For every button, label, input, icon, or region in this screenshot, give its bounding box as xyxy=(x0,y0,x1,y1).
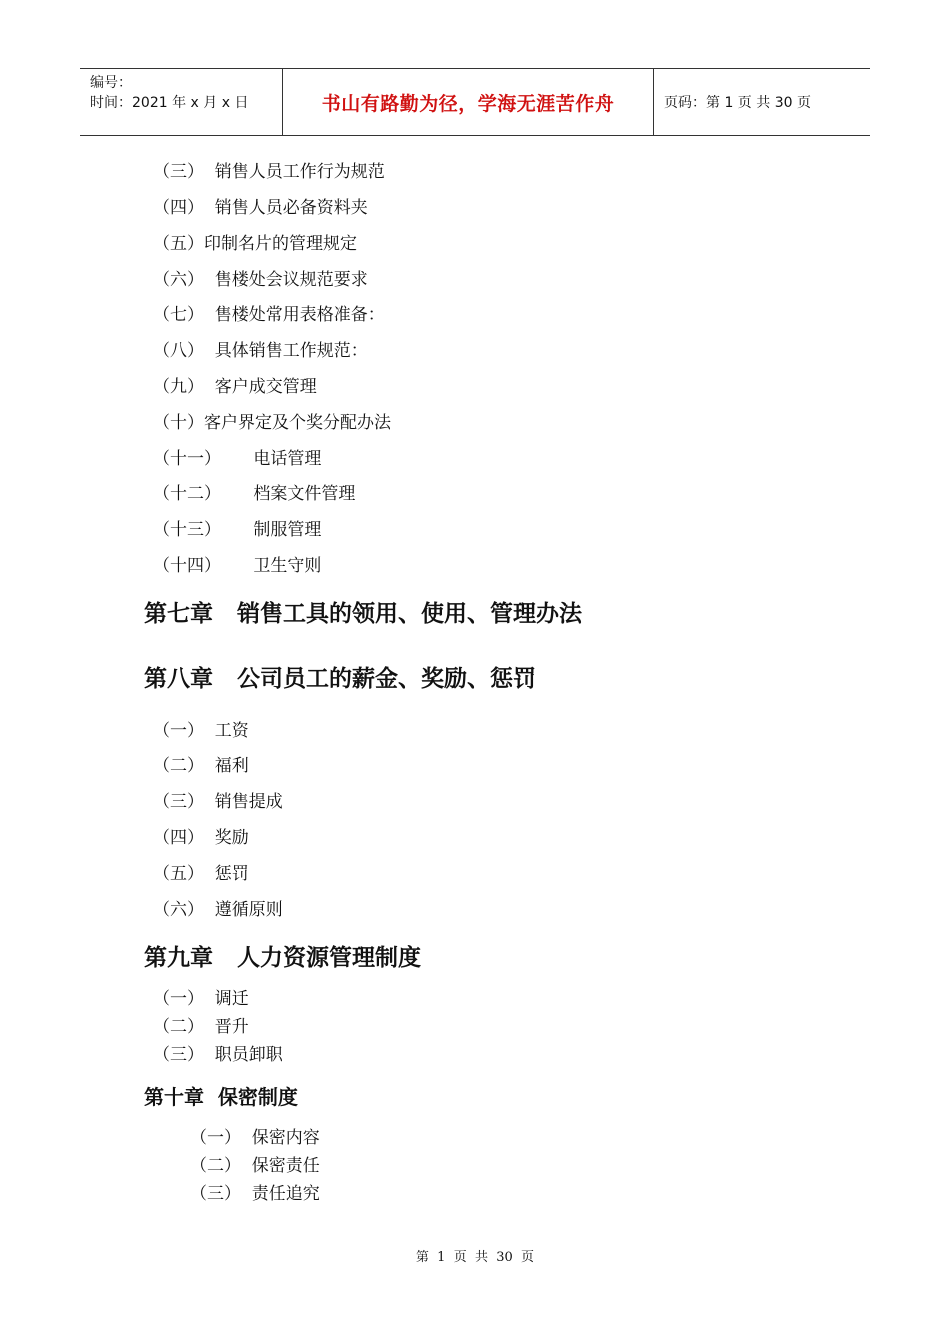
toc-item: （三） 销售提成 xyxy=(153,792,283,812)
toc-item: （十）客户界定及个奖分配办法 xyxy=(153,413,391,433)
document-time-label: 时间：2021 年 x 月 x 日 xyxy=(90,95,249,111)
toc-item: （五）印制名片的管理规定 xyxy=(153,234,357,254)
page-footer: 第 1 页 共 30 页 xyxy=(415,1250,535,1265)
toc-item: （十二） 档案文件管理 xyxy=(153,484,356,504)
toc-item: （七） 售楼处常用表格准备： xyxy=(153,305,385,325)
toc-item: （二） 福利 xyxy=(153,756,249,776)
document-header xyxy=(80,68,870,136)
chapter-heading: 第十章 保密制度 xyxy=(144,1085,298,1109)
toc-item: （三） 销售人员工作行为规范 xyxy=(153,162,385,182)
toc-item: （六） 售楼处会议规范要求 xyxy=(153,270,368,290)
toc-item: （三） 责任追究 xyxy=(190,1184,320,1204)
header-motto: 书山有路勤为径，学海无涯苦作舟 xyxy=(321,92,615,115)
toc-item: （一） 保密内容 xyxy=(190,1128,320,1148)
toc-item: （十四） 卫生守则 xyxy=(153,556,322,576)
toc-item: （三） 职员卸职 xyxy=(153,1045,283,1065)
toc-item: （四） 奖励 xyxy=(153,828,249,848)
header-motto-cell xyxy=(282,69,654,135)
toc-item: （四） 销售人员必备资料夹 xyxy=(153,198,368,218)
toc-item: （十一） 电话管理 xyxy=(153,449,322,469)
toc-item: （一） 调迁 xyxy=(153,989,249,1009)
toc-item: （二） 晋升 xyxy=(153,1017,249,1037)
document-number-label: 编号： xyxy=(90,75,132,91)
toc-item: （一） 工资 xyxy=(153,721,249,741)
header-meta xyxy=(80,69,282,135)
header-page-info: 页码：第 1 页 共 30 页 xyxy=(664,95,811,111)
toc-item: （九） 客户成交管理 xyxy=(153,377,317,397)
toc-item: （六） 遵循原则 xyxy=(153,900,283,920)
toc-item: （五） 惩罚 xyxy=(153,864,249,884)
toc-item: （十三） 制服管理 xyxy=(153,520,322,540)
toc-item: （二） 保密责任 xyxy=(190,1156,320,1176)
chapter-heading: 第八章 公司员工的薪金、奖励、惩罚 xyxy=(144,666,537,692)
chapter-heading: 第七章 销售工具的领用、使用、管理办法 xyxy=(144,601,583,627)
chapter-heading: 第九章 人力资源管理制度 xyxy=(144,945,422,971)
toc-item: （八） 具体销售工作规范： xyxy=(153,341,368,361)
